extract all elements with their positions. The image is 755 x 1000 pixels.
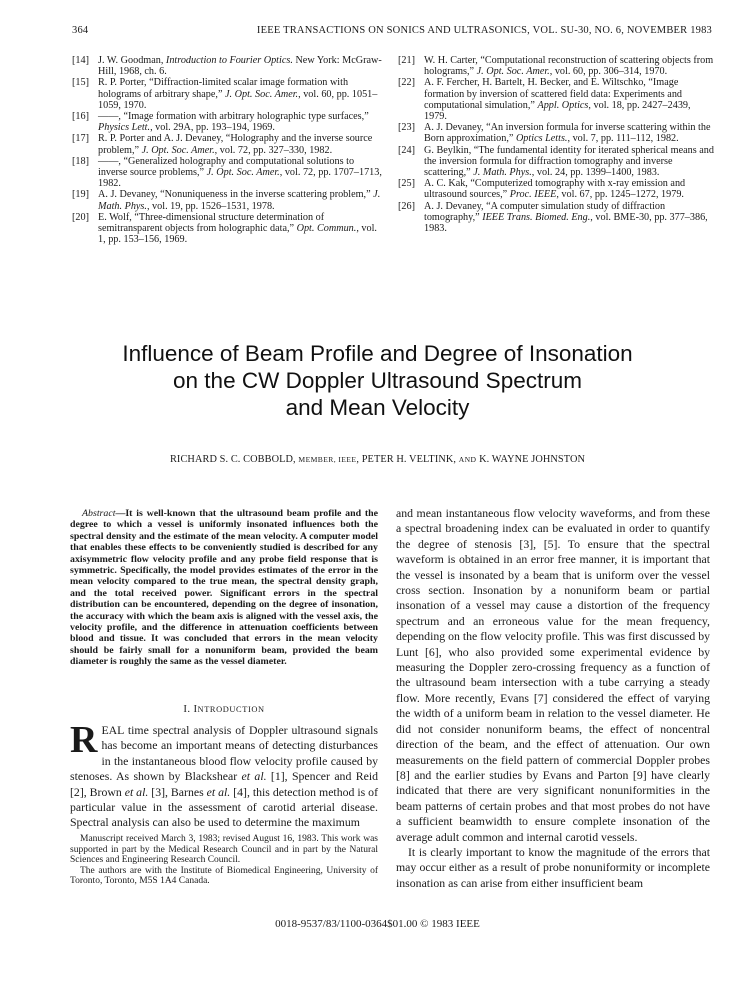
references-left-column [72, 55, 382, 245]
section-heading-introduction: I. INTRODUCTION [183, 703, 265, 715]
reference-item: [21] W. H. Carter, “Computational reconstruction of scattering objects from holograms,” J. Opt. Soc. Amer., vol. 60, pp. 306–314, 1970. [398, 55, 714, 78]
body-text [396, 506, 710, 891]
reference-item: [15] R. P. Porter, “Diffraction-limited scalar image formation with holograms of arbitrary shape,” J. Opt. Soc. Amer., vol. 60, pp. 1051–1059, 1970. [72, 77, 378, 111]
reference-item: [19] A. J. Devaney, “Nonuniqueness in the inverse scattering problem,” J. Math. Phys., vol. 19, pp. 1526–1531, 1978. [72, 189, 381, 212]
reference-item: [20] E. Wolf, “Three-dimensional structure determination of semitransparent objects from holographic data,” Opt. Commun., vol. 1, pp. 153–156, 1969. [72, 211, 377, 246]
references-right-column [398, 55, 716, 234]
page-number: 364 [72, 25, 89, 36]
paragraph: It is clearly important to know the magnitude of the errors that may occur either as a result of probe nonuniformity or incomplete insonation as can arise from either insufficient beam [396, 844, 710, 890]
title-line: and Mean Velocity [285, 395, 470, 420]
manuscript-footnote: Manuscript received March 3, 1983; revised August 16, 1983. This work was supported in part by the Medical Research Council and in part by the Natural Sciences and Engineering Research Council. The authors are with the Institute of Biomedical Engineering, University of Toronto, Toronto, M5S 1A4 Canada. [70, 834, 378, 887]
reference-item: [18] ——, “Generalized holography and computational solutions to inverse source problems,” J. Opt. Soc. Amer., vol. 72, pp. 1707–1713, 1982. [72, 155, 382, 190]
reference-item: [22] A. F. Fercher, H. Bartelt, H. Becker, and E. Wiltschko, “Image formation by inversion of scattered field data: Experiments and computational simulation,” Appl. Optics, vol. 18, pp. 2427–2439, 1979. [398, 77, 691, 123]
title-line: Influence of Beam Profile and Degree of Insonation [122, 341, 633, 366]
reference-item: [14] J. W. Goodman, Introduction to Fourier Optics. New York: McGraw-Hill, 1968, ch. 6. [72, 55, 382, 78]
reference-item: [25] A. C. Kak, “Computerized tomography with x-ray emission and ultrasound sources,” Proc. IEEE, vol. 67, pp. 1245–1272, 1979. [398, 178, 686, 201]
reference-item: [26] A. J. Devaney, “A computer simulation study of diffraction tomography,” IEEE Trans. Biomed. Eng., vol. BME-30, pp. 377–386, 1983. [398, 200, 708, 235]
journal-title: IEEE TRANSACTIONS ON SONICS AND ULTRASONICS, VOL. SU-30, NO. 6, NOVEMBER 1983 [256, 25, 712, 36]
left-text-column [70, 508, 379, 887]
running-head [72, 25, 712, 39]
right-text-column [396, 506, 710, 891]
reference-item: [17] R. P. Porter and A. J. Devaney, “Holography and the inverse source problem,” J. Opt. Soc. Amer., vol. 72, pp. 327–330, 1982. [72, 133, 373, 156]
reference-item: [24] G. Beylkin, “The fundamental identity for iterated spherical means and the inversion formula for diffraction tomography and inverse scattering,” J. Math. Phys., vol. 24, pp. 1399–1400, 1983. [398, 144, 714, 179]
reference-item: [16] ——, “Image formation with arbitrary holographic type surfaces,” Physics Lett., vol. 29A, pp. 193–194, 1969. [72, 111, 369, 134]
author-line: RICHARD S. C. COBBOLD, MEMBER, IEEE, PETER H. VELTINK, AND K. WAYNE JOHNSTON [169, 454, 586, 465]
copyright-line: 0018-9537/83/1100-0364$01.00 © 1983 IEEE [275, 918, 480, 930]
reference-item: [23] A. J. Devaney, “An inversion formula for inverse scattering within the Born approximation,” Optics Letts., vol. 7, pp. 111–112, 1982. [398, 122, 711, 145]
title-line: on the CW Doppler Ultrasound Spectrum [173, 368, 582, 393]
drop-cap: R [70, 719, 98, 761]
introduction-paragraph: REAL time spectral analysis of Doppler ultrasound signals has become an important means of detecting disturbances in the instantaneous blood flow velocity profile caused by stenoses. As shown by Blackshear et al. [1], Spencer and Reid [2], Brown et al. [3], Barnes et al. [4], this detection method is of particular value in the assessment of carotid arterial disease. Spectral analysis can also be used to determine the maximum [70, 719, 379, 830]
paragraph: and mean instantaneous flow velocity waveforms, and from these a spectral broadening index can be evaluated in order to quantify the degree of stenosis [3], [5]. To ensure that the spectral waveform is obtained in an error free manner, it is important that the vessel is insonated by a beam that is uniform over the vessel cross section. Insonation by a nonuniform beam or partial insonation of a vessel may cause a distortion of the frequency spectrum and an erroneous value for the mean frequency, depending on the flow velocity profile. This was first discussed by Lunt [6], who also provided some experimental evidence by measuring the Doppler zero-crossing frequency as a function of the ultrasound beam intersection with a tube carrying a steady flow. More recently, Evans [7] considered the effect of varying the width of a uniform beam in relation to the vessel diameter. He did not consider nonuniform beams, the effect of noncentral direction of the beam, and the effect of attenuation. Our own measurements on the field pattern of commercial Doppler probes [8] and the earlier studies by Evans and Parton [9] have clearly indicated that there are very significant nonuniformities in the beam patterns of certain probes and that most probes do not have a sufficient beamwidth to ensure complete insonation of the average adult common and internal carotid vessels. [396, 506, 710, 844]
abstract: Abstract—It is well-known that the ultrasound beam profile and the degree to which a vessel is uniformly insonated influences both the spectral density and the estimate of the mean velocity. A computer model that enables these effects to be conveniently studied is described for any axisymmetric flow velocity profile and any probe field response that is symmetric. Specifically, the model provides estimates of the error in the mean velocity compared to the true mean, the spectral density graph, and the total received power. Significant errors in the spectral distribution can be encountered, depending on the degree of insonation, the accuracy with which the beam axis is aligned with the vessel axis, the velocity profile, and the difference in attenuation coefficients between blood and tissue. It was concluded that errors in the mean velocity should be fairly small for a nonuniform beam, provided the beam diameter is roughly the same as the vessel diameter. [70, 508, 378, 668]
article-title [40, 340, 715, 421]
